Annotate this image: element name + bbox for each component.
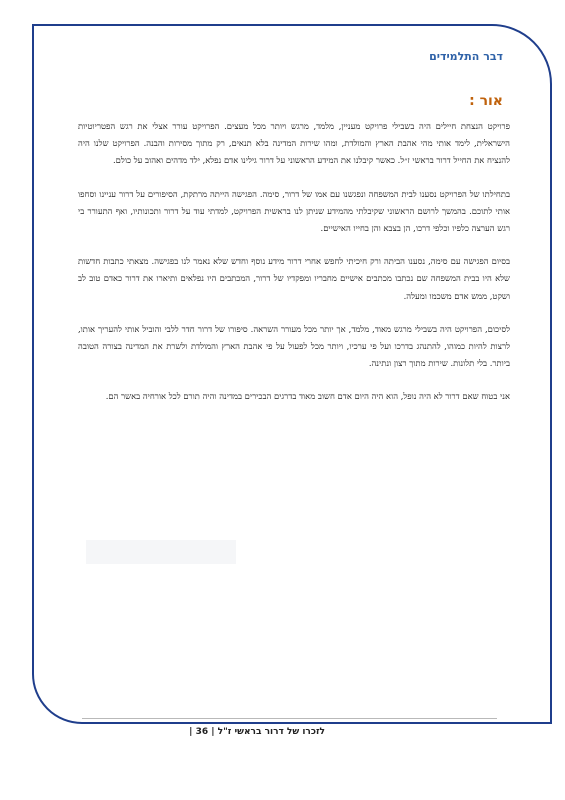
paragraph-4: לסיכום, הפרויקט היה בשבילי מרגש מאוד, מלמד, אך יותר מכל מעורר השראה. סיפורו של דרור חדר ללבי והוביל אותי להעריך אותו, לרצות להיות כמוהו, להתנהג בדרכו ועל פי ערכיו, ויותר מכל לפעול על פי אהבת הארץ והמולדת ולשרת את המדינה בצורה הטובה ביותר. בלי תלונות. שירות מתוך רצון ונתינה. [78, 323, 510, 369]
paragraph-1: פרויקט הנצחת חיילים היה בשבילי פרויקט מעניין, מלמד, מרגש ויותר מכל מעצים. הפרויקט עורר אצלי את רגש הפטריוטיות הישראלית, לימד אותי מהי אהבת הארץ והמולדת, ומהו שירות המדינה בלא תנאים, רק מתוך מסירות והבנה. הפרויקט שלנו היה להנציח את החייל דרור בראשי ז״ל. כאשר קיבלנו את המידע הראשוני על דרור גילינו אדם נפלא, ילד מדהים ואהוב על כולם. [78, 121, 510, 166]
paragraph-5: אני בטוח שאם דרור לא היה נופל, הוא היה היום אדם חשוב מאוד בדרגים הבכירים במדינה והיה תורם לכל אורחיה באשר הם. [105, 391, 510, 402]
article-body [78, 118, 510, 422]
section-title: דבר התלמידים [429, 50, 503, 63]
paragraph-3: בסיום הפגישה עם סימה, נסענו הביתה ורק חיכיתי לחפש אחרי דרור מידע נוסף וחדש שלא נאמר לנו בפגישה. מצאתי כתבות חדשות שלא היו בבית המשפחה שם נכתבו מכתבים אישיים מחבריו ומפקדיו של דרור, המכתבים היו נפלאים ותיארו את דרור כאדם טוב לב ושקט, ממש אדם משכמו ומעלה. [78, 256, 510, 301]
author-name: אור : [469, 93, 503, 109]
paragraph-2: בתחילתו של הפרויקט נסענו לבית המשפחה ונפגשנו עם אמו של דרור, סימה. הפגישה הייתה מרתקת, הסיפורים על דרור עניינו וסחפו אותי לתוכם. בהמשך לרושם הראשוני שקיבלתי מהמידע שניתן לנו בראשית הפרויקט, למדתי עוד על דרור ותכונותיו, ואף התעורר בי רגש הערצה כלפיו וכלפי דרכו, הן בצבא והן בחייו האישיים. [78, 188, 510, 234]
faint-watermark-block [86, 540, 236, 564]
footer-divider [82, 718, 497, 719]
page-footer: לזכרו של דרור בראשי ז"ל | 36 | [189, 727, 325, 737]
